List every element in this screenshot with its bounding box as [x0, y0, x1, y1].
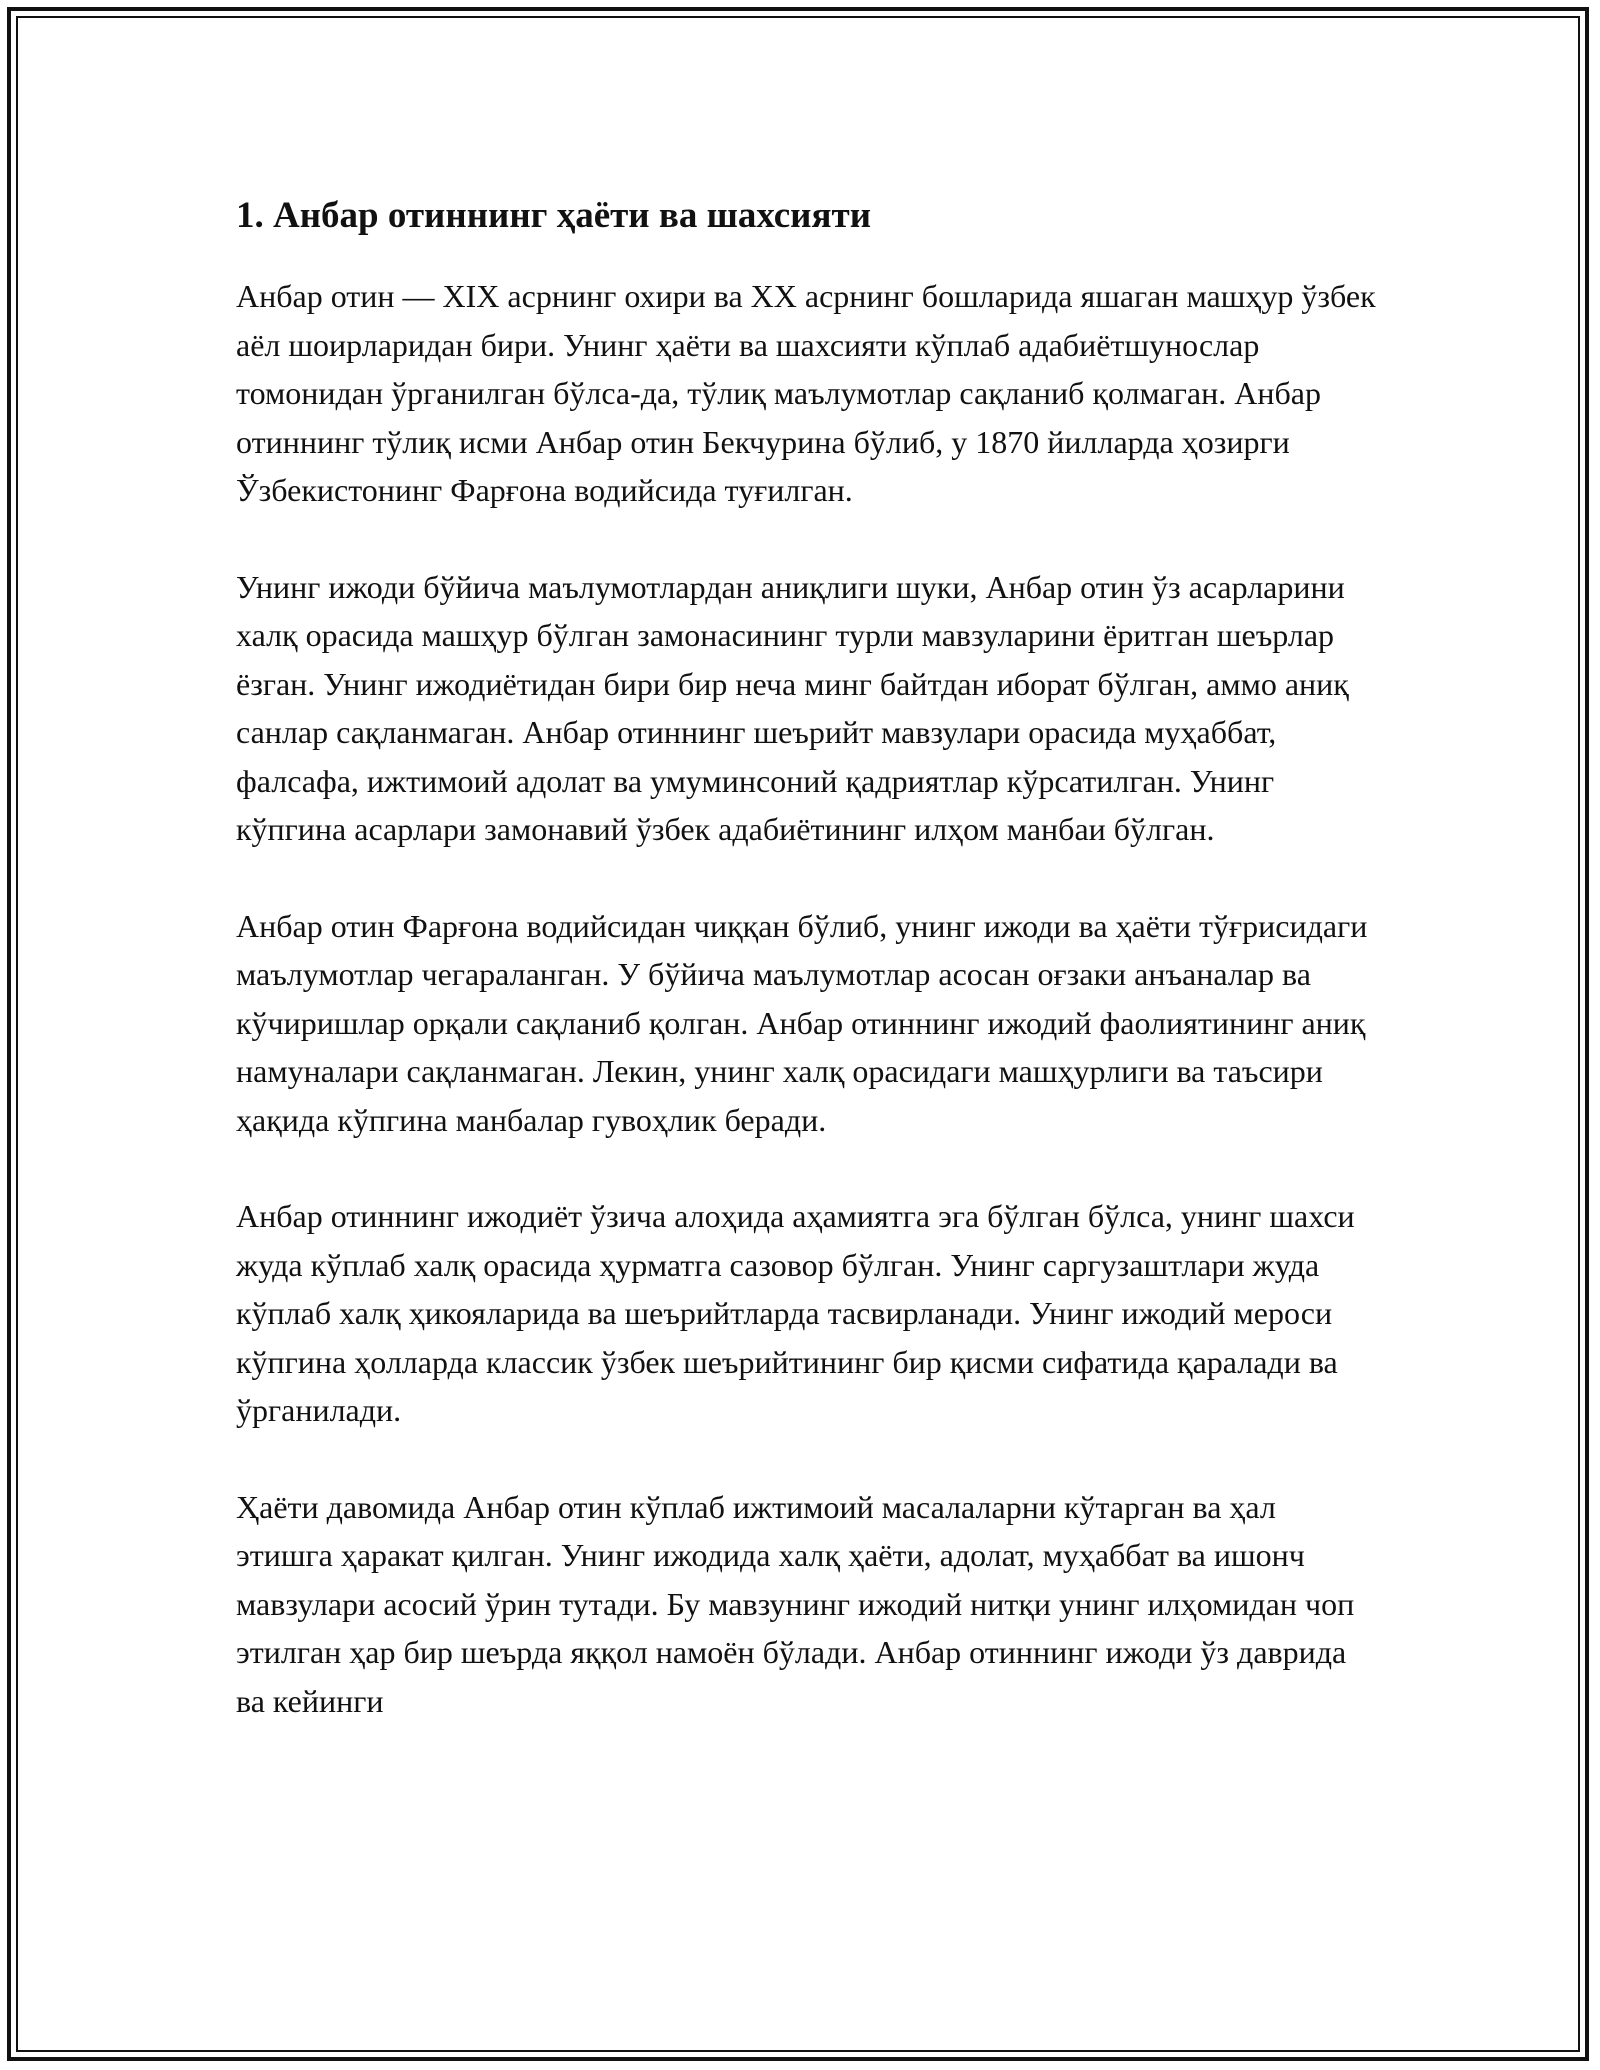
- paragraph-4: Анбар отиннинг ижодиёт ўзича алоҳида аҳамиятга эга бўлган бўлса, унинг шахси жуда кўплаб халқ орасида ҳурматга сазовор бўлган. Унинг саргузаштлари жуда кўплаб халқ ҳикояларида ва шеърийтларда тасвирланади. Унинг ижодий мероси кўпгина ҳолларда классик ўзбек шеърийтининг бир қисми сифатида қаралади ва ўрганилади.: [236, 1198, 1355, 1428]
- paragraph-3: Анбар отин Фарғона водийсидан чиққан бўлиб, унинг ижоди ва ҳаёти тўғрисидаги маълумотлар чегараланган. У бўйича маълумотлар асосан оғзаки анъаналар ва кўчиришлар орқали сақланиб қолган. Анбар отиннинг ижодий фаолиятининг аниқ намуналари сақланмаган. Лекин, унинг халқ орасидаги машҳурлиги ва таъсири ҳақида кўпгина манбалар гувоҳлик беради.: [236, 907, 1368, 1138]
- paragraph-5: Ҳаёти давомида Анбар отин кўплаб ижтимоий масалаларни кўтарган ва ҳал этишга ҳаракат қилган. Унинг ижодида халқ ҳаёти, адолат, муҳаббат ва ишонч мавзулари асосий ўрин тутади. Бу мавзунинг ижодий нитқи унинг илҳомидан чоп этилган ҳар бир шеърда яққол намоён бўлади. Анбар отиннинг ижоди ўз даврида ва кейинги: [236, 1488, 1355, 1719]
- paragraph-2: Унинг ижоди бўйича маълумотлардан аниқлиги шуки, Анбар отин ўз асарларини халқ орасида машҳур бўлган замонасининг турли мавзуларини ёритган шеърлар ёзган. Унинг ижодиётидан бири бир неча минг байтдан иборат бўлган, аммо аниқ санлар сақланмаган. Анбар отиннинг шеърийт мавзулари орасида муҳаббат, фалсафа, ижтимоий адолат ва умуминсоний қадриятлар кўрсатилган. Унинг кўпгина асарлари замонавий ўзбек адабиётининг илҳом манбаи бўлган.: [236, 568, 1349, 847]
- paragraph-1: Анбар отин — XIX асрнинг охири ва XX асрнинг бошларида яшаган машҳур ўзбек аёл шоирларидан бири. Унинг ҳаёти ва шахсияти кўплаб адабиётшунослар томонидан ўрганилган бўлса-да, тўлиқ маълумотлар сақланиб қолмаган. Анбар отиннинг тўлиқ исми Анбар отин Бекчурина бўлиб, у 1870 йилларда ҳозирги Ўзбекистонинг Фарғона водийсида туғилган.: [236, 278, 1376, 508]
- section-heading: 1. Анбар отиннинг ҳаёти ва шахсияти: [236, 195, 872, 236]
- document-body: [236, 186, 1376, 1773]
